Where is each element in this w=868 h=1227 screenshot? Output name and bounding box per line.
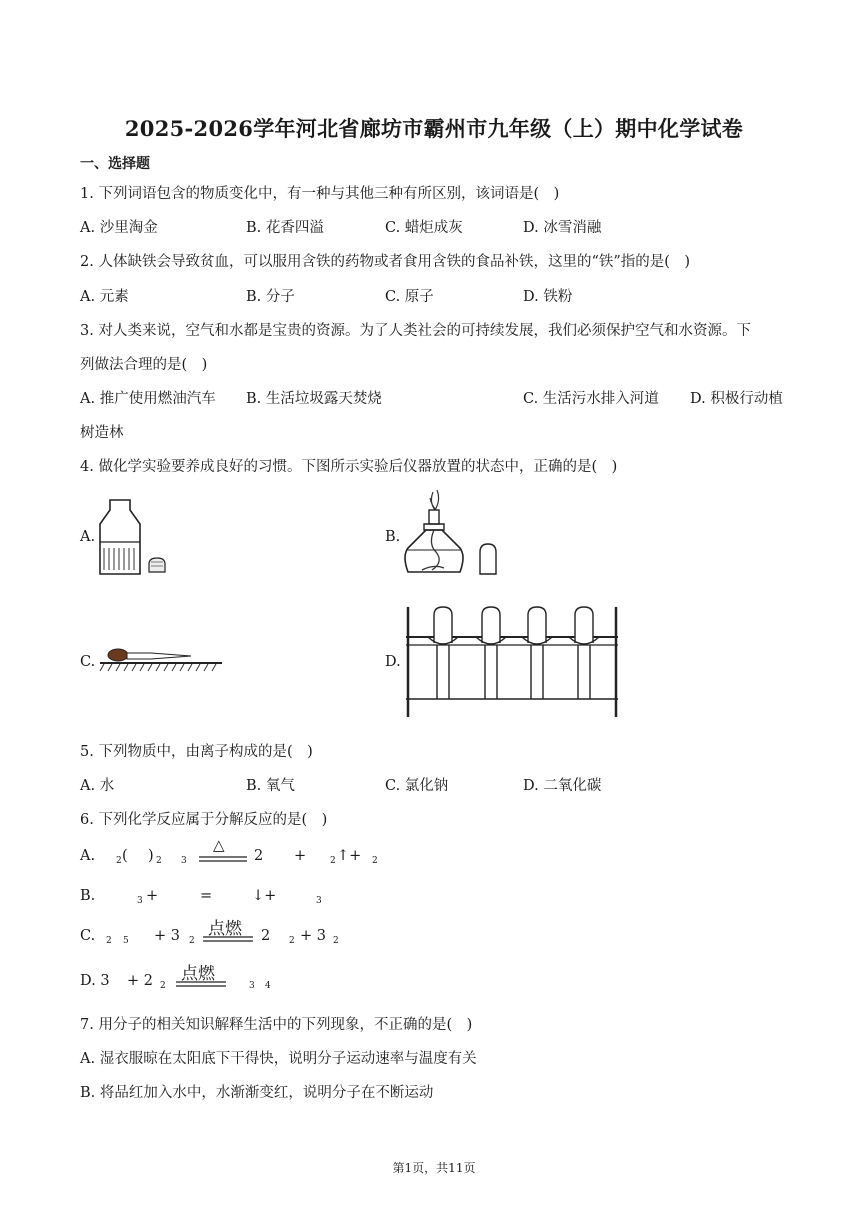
question-1-stem: 1. 下列词语包含的物质变化中，有一种与其他三种有所区别，该词语是( )	[80, 186, 560, 202]
q3-option-b: B. 生活垃圾露天焚烧	[246, 391, 382, 407]
q6-b-sub2: 3	[316, 896, 322, 906]
q6-a-equals-sign	[199, 856, 247, 862]
q2-option-a: A. 元素	[80, 289, 129, 305]
question-2-stem: 2. 人体缺铁会导致贫血，可以服用含铁的药物或者食用含铁的食品补铁，这里的“铁”指的是( )	[80, 254, 691, 270]
q1-option-b: B. 花香四溢	[246, 220, 324, 236]
q6-a-paren-close: )	[148, 848, 154, 864]
q6-d-ignite-condition: 点燃	[181, 964, 215, 984]
q1-option-d: D. 冰雪消融	[523, 220, 602, 236]
q2-option-b: B. 分子	[246, 289, 295, 305]
q4-label-b: B.	[385, 529, 401, 545]
q5-option-c: C. 氯化钠	[385, 778, 449, 794]
q6-c-sub5: 2	[333, 936, 339, 946]
q6-a-label: A.	[80, 848, 96, 864]
q6-c-sub1: 2	[106, 936, 112, 946]
q6-d-sub1: 2	[160, 981, 166, 991]
q7-option-a: A. 湿衣服晾在太阳底下干得快，说明分子运动速率与温度有关	[80, 1051, 477, 1067]
q6-a-plus: +	[294, 848, 307, 864]
question-4-stem: 4. 做化学实验要养成良好的习惯。下图所示实验后仪器放置的状态中，正确的是( )	[80, 459, 618, 475]
page-title: 2025-2026学年河北省廊坊市霸州市九年级（上）期中化学试卷	[124, 116, 744, 141]
test-tube-rack-figure	[400, 603, 622, 721]
q2-option-d: D. 铁粉	[523, 289, 573, 305]
q6-d-equals-sign	[176, 981, 226, 987]
question-3-stem-line2: 列做法合理的是( )	[80, 357, 208, 373]
q1-option-c: C. 蜡炬成灰	[385, 220, 463, 236]
q6-b-precipitate-arrow: ↓+	[252, 888, 277, 904]
q6-c-equals-sign	[203, 936, 253, 942]
dropper-figure	[98, 645, 224, 675]
q6-c-plus1: + 3	[154, 928, 180, 944]
q6-d-sub3: 4	[265, 981, 271, 991]
section-heading: 一、选择题	[80, 156, 150, 172]
q4-label-a: A.	[80, 529, 96, 545]
q5-option-d: D. 二氧化碳	[523, 778, 602, 794]
q6-c-ignite-condition: 点燃	[208, 919, 242, 939]
q1-option-a: A. 沙里淘金	[80, 220, 158, 236]
q6-a-sub1: 2	[116, 856, 122, 866]
q6-a-sub2: 2	[156, 856, 162, 866]
q6-a-coef: 2	[254, 848, 264, 864]
q6-a-sub5: 2	[372, 856, 378, 866]
q6-a-heat-condition: △	[213, 836, 225, 854]
q6-c-sub4: 2	[289, 936, 295, 946]
q6-b-label: B.	[80, 888, 96, 904]
q2-option-c: C. 原子	[385, 289, 434, 305]
q6-a-sub3: 3	[181, 856, 187, 866]
q4-label-c: C.	[80, 654, 96, 670]
q6-c-plus2: + 3	[300, 928, 326, 944]
q6-c-label: C.	[80, 928, 96, 944]
q6-d-plus: + 2	[127, 973, 153, 989]
q4-label-d: D.	[385, 654, 401, 670]
q7-option-b: B. 将品红加入水中，水渐渐变红，说明分子在不断运动	[80, 1085, 434, 1101]
q6-a-sub4: 2	[330, 856, 336, 866]
q6-a-paren-open: (	[122, 848, 128, 864]
q5-option-b: B. 氧气	[246, 778, 295, 794]
q6-a-gas-arrow: ↑+	[337, 848, 362, 864]
alcohol-lamp-figure	[400, 488, 510, 584]
q5-option-a: A. 水	[80, 778, 115, 794]
question-5-stem: 5. 下列物质中，由离子构成的是( )	[80, 744, 313, 760]
q6-b-sub1: 3	[137, 896, 143, 906]
q6-d-label: D. 3	[80, 973, 110, 989]
q6-c-coef: 2	[261, 928, 271, 944]
question-6-stem: 6. 下列化学反应属于分解反应的是( )	[80, 812, 328, 828]
q6-d-sub2: 3	[249, 981, 255, 991]
q3-option-d: D. 积极行动植	[690, 391, 783, 407]
question-7-stem: 7. 用分子的相关知识解释生活中的下列现象，不正确的是( )	[80, 1017, 473, 1033]
question-3-stem-line1: 3. 对人类来说，空气和水都是宝贵的资源。为了人类社会的可持续发展，我们必须保护空气和水资源。下	[80, 323, 751, 339]
q6-c-sub2: 5	[123, 936, 129, 946]
q6-b-equals: =	[200, 888, 213, 904]
q3-option-c: C. 生活污水排入河道	[523, 391, 659, 407]
reagent-bottle-figure	[96, 496, 176, 580]
q3-option-a: A. 推广使用燃油汽车	[80, 391, 216, 407]
q3-option-d-wrap: 树造林	[80, 425, 124, 441]
page-footer: 第1页，共11页	[392, 1161, 476, 1175]
q6-b-plus: +	[146, 888, 159, 904]
q6-c-sub3: 2	[189, 936, 195, 946]
